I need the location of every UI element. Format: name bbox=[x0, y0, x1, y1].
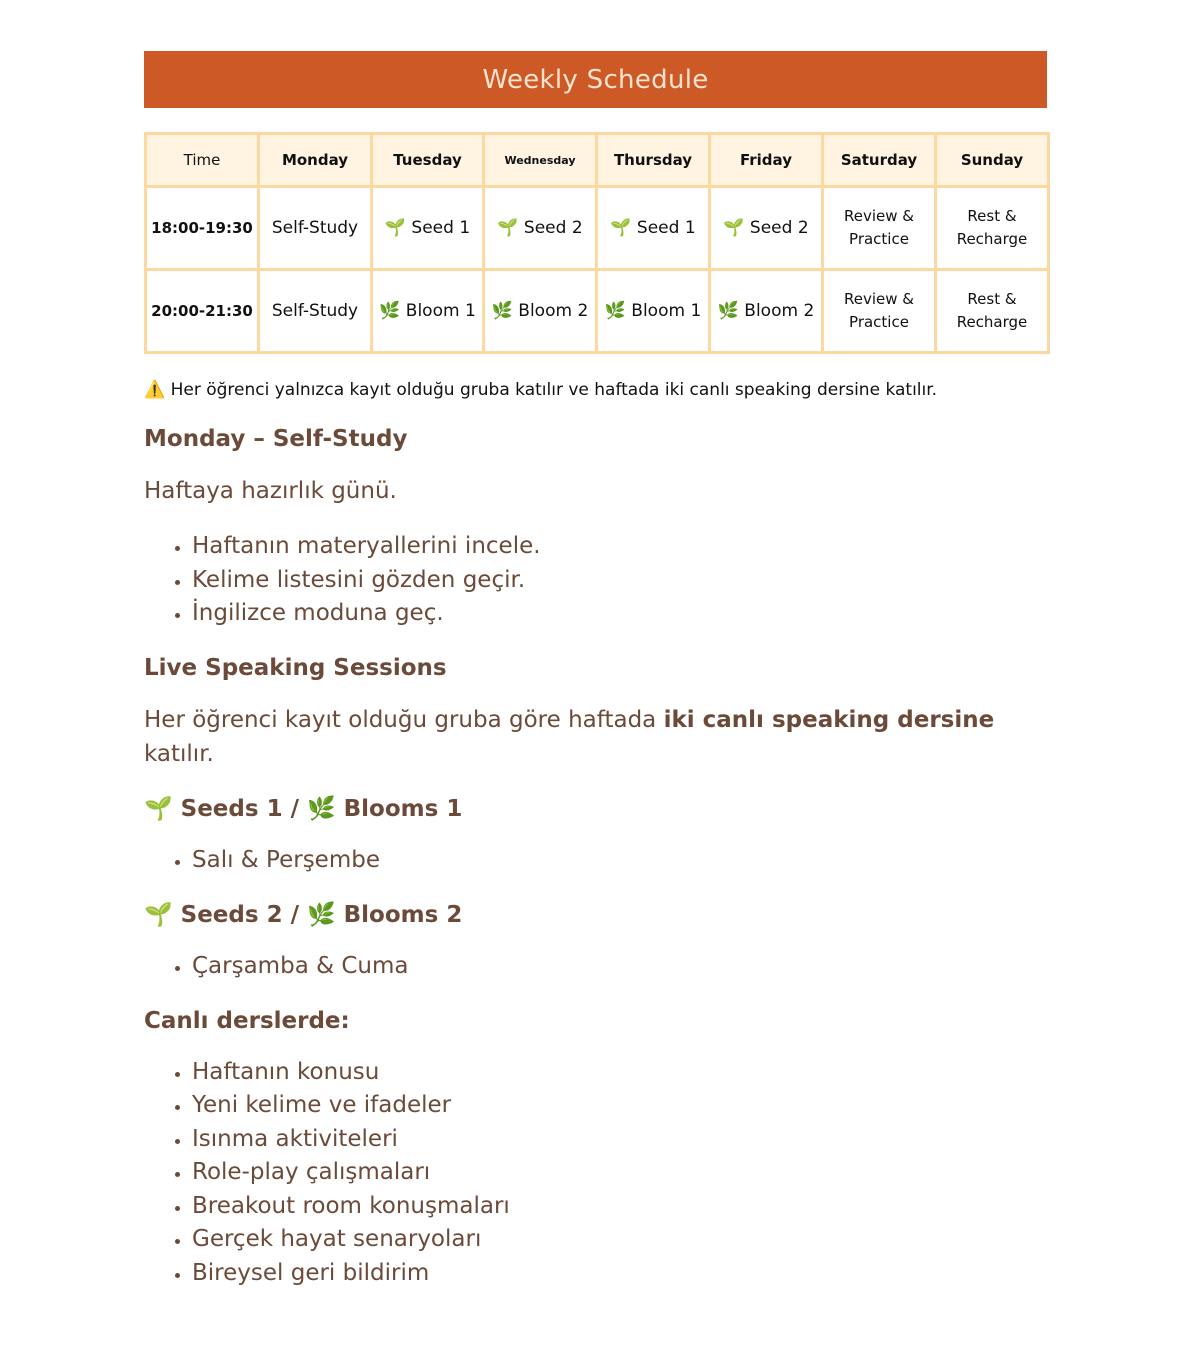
list-item: • Gerçek hayat senaryoları bbox=[192, 1223, 1047, 1257]
schedule-cell: 🌿 Bloom 2 bbox=[710, 270, 823, 353]
schedule-cell: 🌱 Seed 2 bbox=[710, 187, 823, 270]
header-wednesday: Wednesday bbox=[484, 134, 597, 187]
schedule-cell: Review & Practice bbox=[823, 270, 936, 353]
schedule-cell: Self-Study bbox=[259, 270, 372, 353]
live-sessions-heading: Live Speaking Sessions bbox=[144, 654, 447, 681]
table-header-row bbox=[146, 134, 1049, 187]
table-row bbox=[146, 270, 1049, 353]
list-item: • Yeni kelime ve ifadeler bbox=[192, 1089, 1047, 1123]
schedule-cell: Rest & Recharge bbox=[936, 187, 1049, 270]
live-text-part: katılır. bbox=[144, 740, 214, 767]
list-item: • Kelime listesini gözden geçir. bbox=[192, 564, 1047, 598]
page-content bbox=[144, 51, 1047, 1290]
schedule-cell: Self-Study bbox=[259, 187, 372, 270]
schedule-cell: 🌿 Bloom 1 bbox=[597, 270, 710, 353]
schedule-cell: Rest & Recharge bbox=[936, 270, 1049, 353]
time-cell: 18:00-19:30 bbox=[146, 187, 259, 270]
header-friday: Friday bbox=[710, 134, 823, 187]
live-content-heading: Canlı derslerde: bbox=[144, 1007, 350, 1034]
header-tuesday: Tuesday bbox=[372, 134, 484, 187]
monday-list bbox=[144, 530, 1047, 631]
live-text-part: Her öğrenci kayıt olduğu gruba göre haftada bbox=[144, 706, 664, 733]
list-item: • Salı & Perşembe bbox=[192, 844, 1047, 878]
list-item: • İngilizce moduna geç. bbox=[192, 597, 1047, 631]
live-text-bold: iki canlı speaking dersine bbox=[663, 706, 995, 733]
list-item: • Haftanın konusu bbox=[192, 1056, 1047, 1090]
header-monday: Monday bbox=[259, 134, 372, 187]
schedule-cell: 🌱 Seed 2 bbox=[484, 187, 597, 270]
banner-title: Weekly Schedule bbox=[482, 64, 709, 95]
monday-heading: Monday – Self-Study bbox=[144, 426, 408, 452]
list-item: • Breakout room konuşmaları bbox=[192, 1190, 1047, 1224]
live-sessions-text bbox=[144, 703, 1047, 771]
schedule-cell: 🌱 Seed 1 bbox=[372, 187, 484, 270]
list-item: • Çarşamba & Cuma bbox=[192, 950, 1047, 984]
header-time: Time bbox=[146, 134, 259, 187]
schedule-banner bbox=[144, 51, 1047, 108]
list-item: • Role-play çalışmaları bbox=[192, 1156, 1047, 1190]
weekly-schedule-table bbox=[144, 132, 1050, 354]
header-saturday: Saturday bbox=[823, 134, 936, 187]
time-cell: 20:00-21:30 bbox=[146, 270, 259, 353]
schedule-cell: 🌿 Bloom 2 bbox=[484, 270, 597, 353]
list-item: • Bireysel geri bildirim bbox=[192, 1257, 1047, 1291]
list-item: • Haftanın materyallerini incele. bbox=[192, 530, 1047, 564]
schedule-cell: 🌱 Seed 1 bbox=[597, 187, 710, 270]
header-sunday: Sunday bbox=[936, 134, 1049, 187]
monday-intro: Haftaya hazırlık günü. bbox=[144, 478, 397, 504]
group1-heading: 🌱 Seeds 1 / 🌿 Blooms 1 bbox=[144, 795, 463, 822]
schedule-cell: Review & Practice bbox=[823, 187, 936, 270]
table-row bbox=[146, 187, 1049, 270]
list-item: • Isınma aktiviteleri bbox=[192, 1123, 1047, 1157]
group2-list bbox=[144, 950, 1047, 984]
header-thursday: Thursday bbox=[597, 134, 710, 187]
schedule-cell: 🌿 Bloom 1 bbox=[372, 270, 484, 353]
group2-heading: 🌱 Seeds 2 / 🌿 Blooms 2 bbox=[144, 902, 463, 928]
live-content-list bbox=[144, 1056, 1047, 1291]
group1-list bbox=[144, 844, 1047, 878]
warning-note: ⚠️ Her öğrenci yalnızca kayıt olduğu gruba katılır ve haftada iki canlı speaking dersine katılır. bbox=[144, 380, 938, 400]
